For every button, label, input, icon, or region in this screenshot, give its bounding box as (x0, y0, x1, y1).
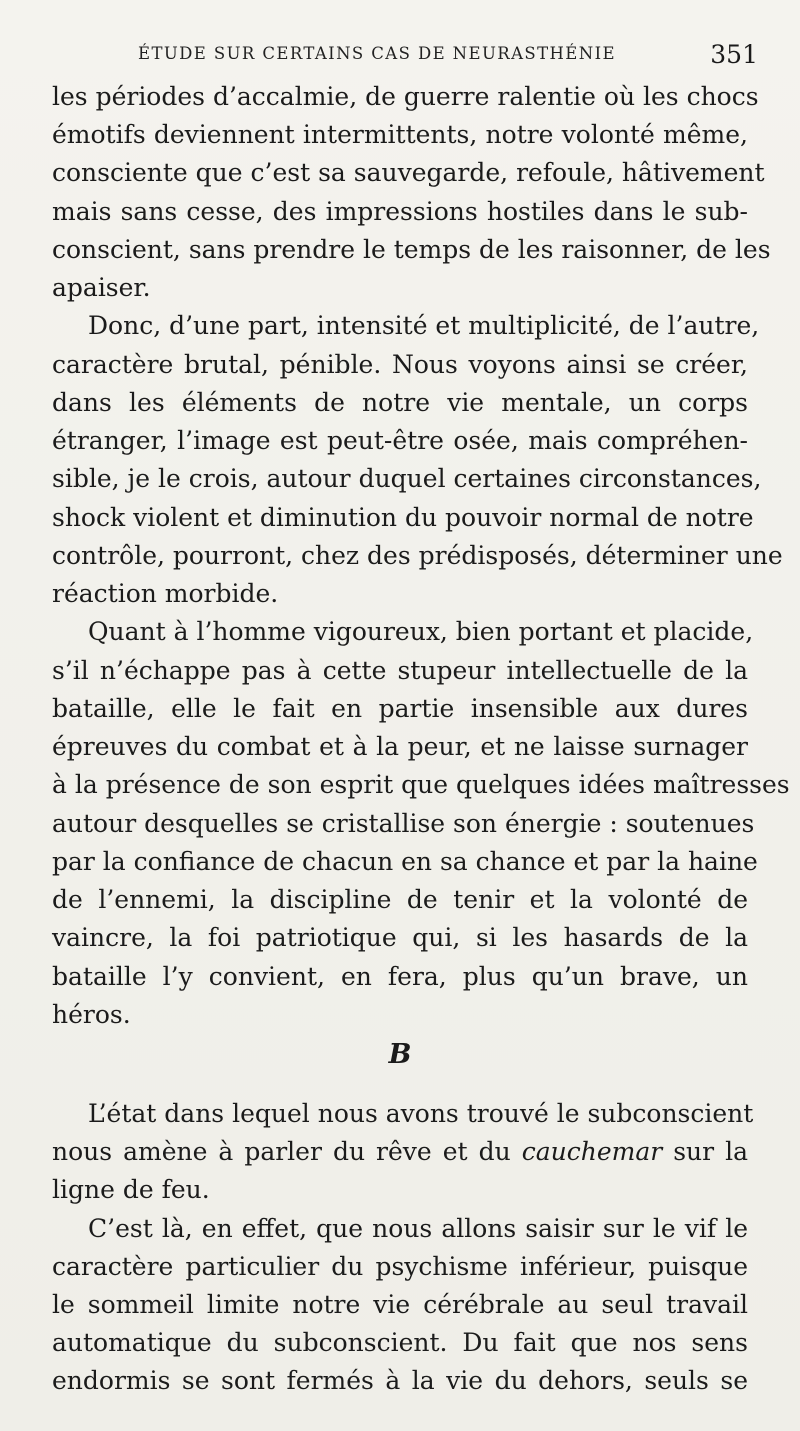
text-line: consciente que c’est sa sauvegarde, refoule, hâtivement (52, 158, 765, 187)
text-line: le sommeil limite notre vie cérébrale au seul travail (52, 1290, 748, 1319)
text-line: endormis se sont fermés à la vie du dehors, seuls se (52, 1366, 748, 1395)
running-head (138, 40, 758, 74)
text-line: bataille, elle le fait en partie insensible aux dures (52, 694, 748, 723)
text-line: bataille l’y convient, en fera, plus qu’un brave, un (52, 962, 748, 991)
text-line: ligne de feu. (52, 1175, 210, 1204)
section-heading: B (388, 1039, 412, 1070)
italic-term: cauchemar (521, 1137, 663, 1166)
text-line: réaction morbide. (52, 579, 279, 608)
text-line: dans les éléments de notre vie mentale, un corps (52, 388, 748, 417)
text-line: caractère brutal, pénible. Nous voyons ainsi se créer, (52, 350, 748, 379)
text-line: shock violent et diminution du pouvoir normal de notre (52, 503, 754, 532)
text-line: C’est là, en effet, que nous allons saisir sur le vif le (88, 1214, 748, 1243)
running-title: ÉTUDE SUR CERTAINS CAS DE NEURASTHÉNIE (138, 44, 616, 63)
text-line: émotifs deviennent intermittents, notre volonté même, (52, 120, 748, 149)
text-line: vaincre, la foi patriotique qui, si les hasards de la (52, 923, 748, 952)
text-line: apaiser. (52, 273, 151, 302)
text-line: héros. (52, 1000, 131, 1029)
text-line: contrôle, pourront, chez des prédisposés, déterminer une (52, 541, 783, 570)
text-line: Quant à l’homme vigoureux, bien portant et placide, (88, 617, 754, 646)
text-line: caractère particulier du psychisme inférieur, puisque (52, 1252, 748, 1281)
text-fragment: sur la (673, 1137, 748, 1166)
text-line: automatique du subconscient. Du fait que nos sens (52, 1328, 748, 1357)
text-line: étranger, l’image est peut-être osée, mais compréhen- (52, 426, 748, 455)
text-line: à la présence de son esprit que quelques idées maîtresses (52, 770, 790, 799)
text-line: de l’ennemi, la discipline de tenir et la volonté de (52, 885, 748, 914)
text-line: épreuves du combat et à la peur, et ne laisse surnager (52, 732, 748, 761)
text-line: Donc, d’une part, intensité et multiplicité, de l’autre, (88, 311, 760, 340)
text-line: sible, je le crois, autour duquel certaines circonstances, (52, 464, 762, 493)
text-line: les périodes d’accalmie, de guerre ralentie où les chocs (52, 82, 759, 111)
text-fragment: nous amène à parler du rêve et du (52, 1137, 511, 1166)
text-line: conscient, sans prendre le temps de les raisonner, de les (52, 235, 771, 264)
text-line: autour desquelles se cristallise son énergie : soutenues (52, 809, 755, 838)
page-number: 351 (710, 40, 758, 69)
text-line: par la confiance de chacun en sa chance et par la haine (52, 847, 758, 876)
text-line: L’état dans lequel nous avons trouvé le subconscient (88, 1099, 754, 1128)
text-line: s’il n’échappe pas à cette stupeur intellectuelle de la (52, 656, 748, 685)
text-line-mixed (52, 1133, 748, 1171)
text-line: mais sans cesse, des impressions hostiles dans le sub- (52, 197, 748, 226)
